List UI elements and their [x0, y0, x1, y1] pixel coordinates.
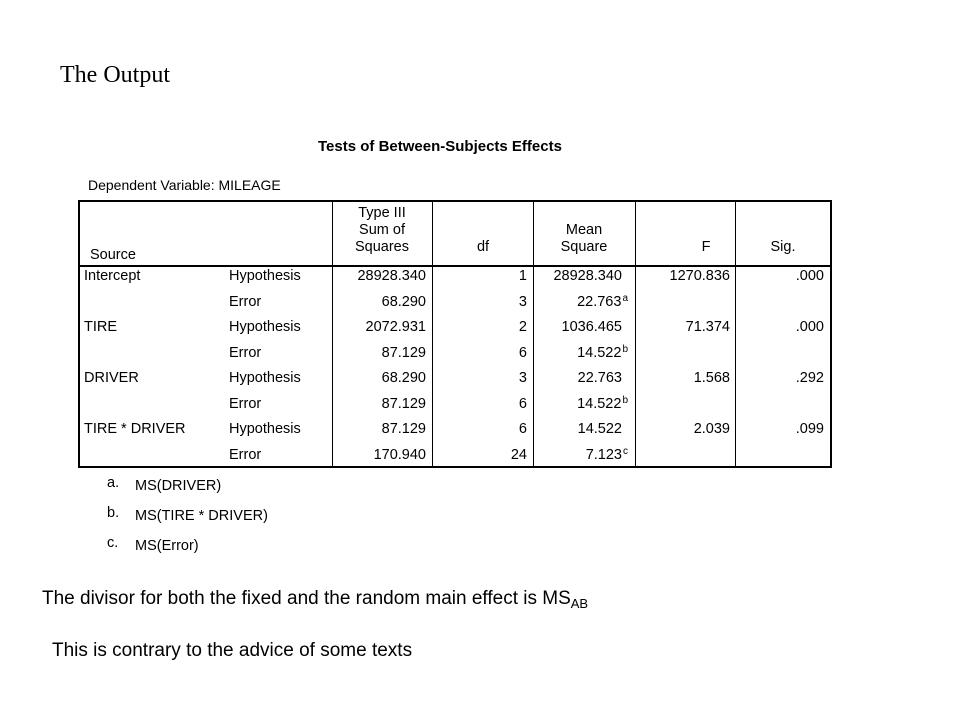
- header-f: F: [701, 239, 711, 255]
- caption-divisor: [42, 588, 588, 611]
- row-mean-square-value: 22.763: [577, 293, 622, 310]
- row-mean-square: [534, 319, 628, 335]
- caption-divisor-subscript: AB: [570, 596, 589, 611]
- row-f: 1270.836: [669, 268, 730, 284]
- header-ms-line: Square: [560, 239, 608, 255]
- row-mean-square-value: 14.522: [577, 421, 622, 437]
- footnote: [107, 475, 222, 494]
- row-term-type: Error: [229, 344, 262, 361]
- footnote-text: MS(TIRE * DRIVER): [135, 508, 268, 524]
- row-sig: .000: [795, 319, 824, 335]
- row-term-type: Error: [229, 395, 262, 412]
- row-sig: .292: [795, 370, 824, 386]
- row-sig: .099: [795, 421, 824, 437]
- row-mean-square: [534, 294, 628, 310]
- row-mean-square-value: 22.763: [577, 370, 622, 386]
- row-sum-of-squares: 170.940: [373, 446, 426, 463]
- footnote-text: MS(Error): [135, 538, 199, 554]
- row-mean-square: [534, 345, 628, 361]
- row-mean-square: [534, 370, 628, 386]
- row-sum-of-squares: 68.290: [381, 293, 426, 310]
- header-ss-line: Type III: [358, 205, 406, 221]
- row-mean-square-value: 7.123: [585, 446, 622, 463]
- row-sum-of-squares: 87.129: [381, 421, 426, 437]
- footnote-marker: c: [623, 445, 628, 457]
- caption-contrary: This is contrary to the advice of some texts: [52, 640, 413, 661]
- row-sum-of-squares: 2072.931: [365, 319, 426, 335]
- row-mean-square-value: 14.522: [577, 344, 622, 361]
- row-mean-square: [534, 421, 628, 437]
- row-term-type: Hypothesis: [229, 319, 301, 335]
- header-source: Source: [90, 247, 136, 263]
- row-sum-of-squares: 68.290: [381, 370, 426, 386]
- slide-title: The Output: [60, 62, 170, 88]
- row-f: 71.374: [685, 319, 730, 335]
- row-mean-square-value: 1036.465: [561, 319, 622, 335]
- row-source: Intercept: [84, 268, 141, 284]
- row-mean-square-value: 28928.340: [553, 268, 622, 284]
- header-ss-line: Squares: [354, 239, 409, 255]
- row-df: 3: [518, 293, 527, 310]
- row-term-type: Error: [229, 293, 262, 310]
- row-mean-square: [534, 447, 628, 463]
- footnote-marker: b: [622, 343, 628, 355]
- footnote-marker: a: [622, 292, 628, 304]
- footnote-marker: b: [622, 394, 628, 406]
- row-df: 2: [518, 319, 527, 335]
- row-f: 2.039: [693, 421, 730, 437]
- row-df: 1: [518, 268, 527, 284]
- row-sum-of-squares: 87.129: [381, 395, 426, 412]
- header-ms-line: Mean: [565, 222, 603, 238]
- footnote: [107, 505, 268, 524]
- row-term-type: Hypothesis: [229, 421, 301, 437]
- row-df: 24: [510, 446, 527, 463]
- row-mean-square-value: 14.522: [577, 395, 622, 412]
- row-df: 3: [518, 370, 527, 386]
- header-ss-line: Sum of: [359, 222, 405, 238]
- row-term-type: Error: [229, 446, 262, 463]
- row-mean-square: [534, 396, 628, 412]
- header-divider: [80, 265, 830, 267]
- row-df: 6: [518, 421, 527, 437]
- row-source: DRIVER: [84, 370, 139, 386]
- row-source: TIRE: [84, 319, 118, 335]
- caption-divisor-text: The divisor for both the fixed and the random main effect is MS: [42, 588, 571, 609]
- row-sum-of-squares: 28928.340: [357, 268, 426, 284]
- header-ms: [534, 222, 634, 256]
- header-sig: Sig.: [770, 239, 796, 255]
- dependent-variable-label: Dependent Variable: MILEAGE: [88, 177, 281, 193]
- footnote: [107, 535, 199, 554]
- row-df: 6: [518, 344, 527, 361]
- footnote-letter: a.: [107, 475, 120, 491]
- row-source: TIRE * DRIVER: [84, 421, 186, 437]
- footnote-letter: b.: [107, 505, 120, 521]
- table-title: Tests of Between-Subjects Effects: [318, 138, 562, 155]
- row-mean-square: [534, 268, 628, 284]
- row-term-type: Hypothesis: [229, 370, 301, 386]
- anova-table: [78, 200, 832, 468]
- row-f: 1.568: [693, 370, 730, 386]
- footnote-letter: c.: [107, 535, 119, 551]
- footnote-text: MS(DRIVER): [135, 478, 222, 494]
- header-df: df: [476, 239, 490, 255]
- row-term-type: Hypothesis: [229, 268, 301, 284]
- row-sum-of-squares: 87.129: [381, 344, 426, 361]
- header-ss: [332, 205, 432, 256]
- row-df: 6: [518, 395, 527, 412]
- row-sig: .000: [795, 268, 824, 284]
